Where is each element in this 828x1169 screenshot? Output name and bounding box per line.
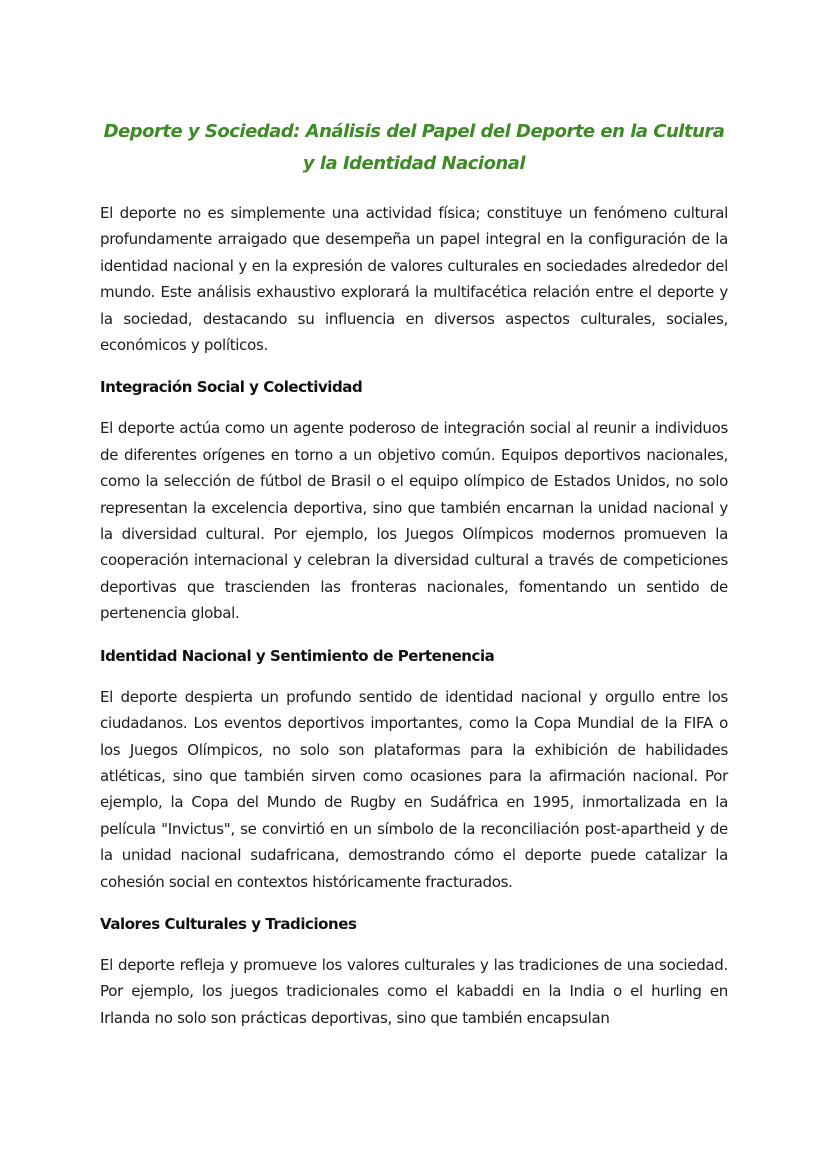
section-body-integracion-social: El deporte actúa como un agente poderoso de integración social al reunir a individuos de diferentes orígenes en torno a un objetivo común. Equipos deportivos nacionales, como la selección de fútbol de Brasil o el equipo olímpico de Estados Unidos, no solo representan la excelencia deportiva, sino que también encarnan la unidad nacional y la diversidad cultural. Por ejemplo, los Juegos Olímpicos modernos promueven la cooperación internacional y celebran la diversidad cultural a través de competiciones deportivas que trascienden las fronteras nacionales, fomentando un sentido de pertenencia global.	[100, 419, 728, 623]
section-body-valores-culturales: El deporte refleja y promueve los valores culturales y las tradiciones de una sociedad. Por ejemplo, los juegos tradicionales como el kabaddi en la India o el hurling en Irlanda no solo son prácticas deportivas, sino que también encapsulan	[100, 955, 728, 1027]
section-heading-integracion-social: Integración Social y Colectividad	[100, 378, 363, 397]
section-heading-valores-culturales: Valores Culturales y Tradiciones	[100, 914, 357, 933]
section-heading-identidad-nacional: Identidad Nacional y Sentimiento de Pertenencia	[100, 646, 495, 665]
document-title: Deporte y Sociedad: Análisis del Papel del Deporte en la Cultura y la Identidad Nacional	[103, 121, 725, 174]
document-page	[100, 116, 728, 1049]
intro-paragraph: El deporte no es simplemente una actividad física; constituye un fenómeno cultural profundamente arraigado que desempeña un papel integral en la configuración de la identidad nacional y en la expresión de valores culturales en sociedades alrededor del mundo. Este análisis exhaustivo explorará la multifacética relación entre el deporte y la sociedad, destacando su influencia en diversos aspectos culturales, sociales, económicos y políticos.	[100, 204, 728, 355]
section-body-identidad-nacional: El deporte despierta un profundo sentido de identidad nacional y orgullo entre los ciudadanos. Los eventos deportivos importantes, como la Copa Mundial de la FIFA o los Juegos Olímpicos, no solo son plataformas para la exhibición de habilidades atléticas, sino que también sirven como ocasiones para la afirmación nacional. Por ejemplo, la Copa del Mundo de Rugby en Sudáfrica en 1995, inmortalizada en la película "Invictus", se convirtió en un símbolo de la reconciliación post-apartheid y de la unidad nacional sudafricana, demostrando cómo el deporte puede catalizar la cohesión social en contextos históricamente fracturados.	[100, 687, 728, 891]
